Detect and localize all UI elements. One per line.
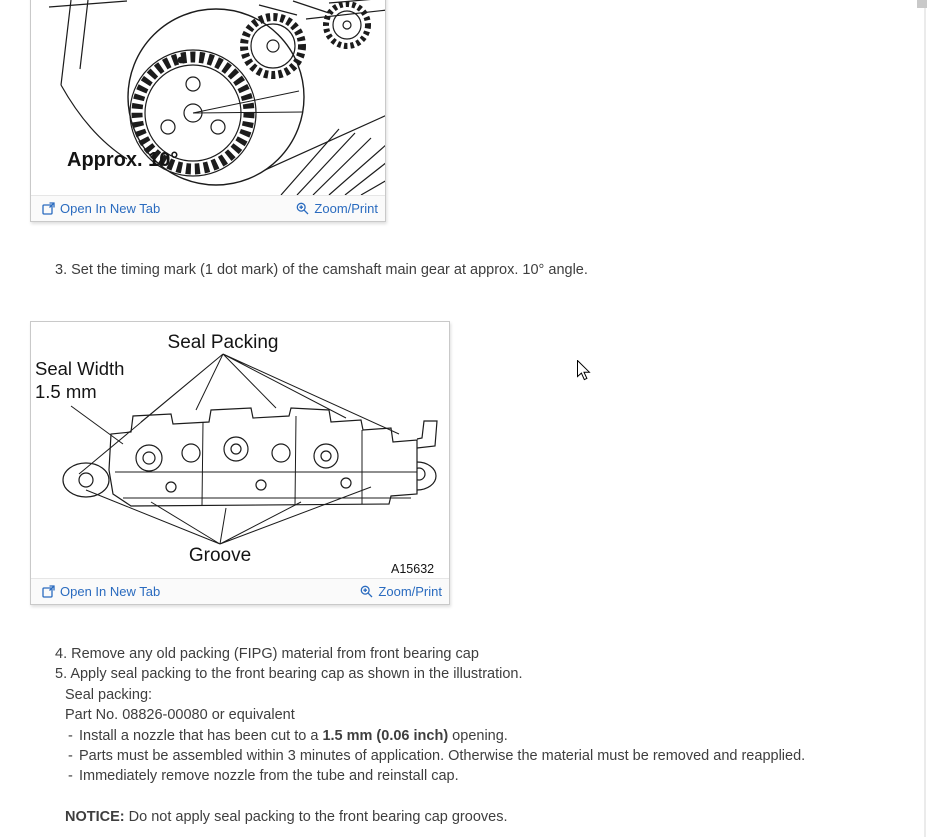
open-in-new-tab-link[interactable] <box>42 584 160 599</box>
zoom-print-label: Zoom/Print <box>314 201 378 216</box>
zoom-icon <box>360 585 373 598</box>
part-number-text: Part No. 08826-00080 or equivalent <box>65 707 295 724</box>
dash: - <box>68 727 73 744</box>
open-in-new-tab-link[interactable] <box>42 201 160 216</box>
figure-toolbar <box>31 195 385 221</box>
figure-bearing-cap <box>30 321 450 605</box>
instructions-block <box>55 644 905 827</box>
bullet-text: Install a nozzle that has been cut to a 1.5 mm (0.06 inch) opening. <box>79 727 508 744</box>
zoom-print-link[interactable] <box>296 201 378 216</box>
bullet-item-remove-nozzle <box>68 766 905 786</box>
open-in-new-tab-label: Open In New Tab <box>60 201 161 216</box>
open-in-new-tab-icon <box>42 202 55 215</box>
seal-width-label: Seal Width <box>35 358 125 379</box>
dash: - <box>68 768 73 785</box>
open-in-new-tab-label: Open In New Tab <box>60 584 161 599</box>
figure-ref-label: A15632 <box>391 562 435 576</box>
bullet-text: Immediately remove nozzle from the tube and reinstall cap. <box>79 768 459 785</box>
camshaft-drawing <box>31 0 385 195</box>
scrollbar-track[interactable] <box>924 0 926 837</box>
dash: - <box>68 748 73 765</box>
seal-packing-heading: Seal packing: <box>65 686 153 703</box>
seal-width-value-label: 1.5 mm <box>35 381 97 402</box>
figure-toolbar <box>31 578 449 604</box>
seal-packing-label: Seal Packing <box>167 332 279 353</box>
bearing-cap-drawing <box>31 322 449 578</box>
mouse-cursor <box>577 360 591 381</box>
step-5-text: 5. Apply seal packing to the front bearing cap as shown in the illustration. <box>55 666 523 683</box>
notice-text: NOTICE: Do not apply seal packing to the front bearing cap grooves. <box>65 808 508 825</box>
notice-label: NOTICE: <box>65 808 125 825</box>
step-4-text: 4. Remove any old packing (FIPG) material from front bearing cap <box>55 646 479 662</box>
zoom-print-link[interactable] <box>360 584 442 599</box>
groove-label: Groove <box>188 545 252 566</box>
bullet-item-nozzle <box>68 726 905 746</box>
figure-camshaft <box>30 0 386 222</box>
camshaft-illustration <box>31 0 385 195</box>
bullet-item-assembly-time <box>68 746 905 766</box>
bearing-cap-illustration <box>31 322 449 578</box>
open-in-new-tab-icon <box>42 585 55 598</box>
zoom-print-label: Zoom/Print <box>378 584 442 599</box>
bullet-text: Parts must be assembled within 3 minutes of application. Otherwise the material must be removed and reapplied. <box>79 748 806 765</box>
step-3-text: 3. Set the timing mark (1 dot mark) of the camshaft main gear at approx. 10° angle. <box>55 262 588 278</box>
scrollbar-thumb[interactable] <box>917 0 927 8</box>
zoom-icon <box>296 202 309 215</box>
approx-angle-label: Approx. 10° <box>67 149 179 171</box>
